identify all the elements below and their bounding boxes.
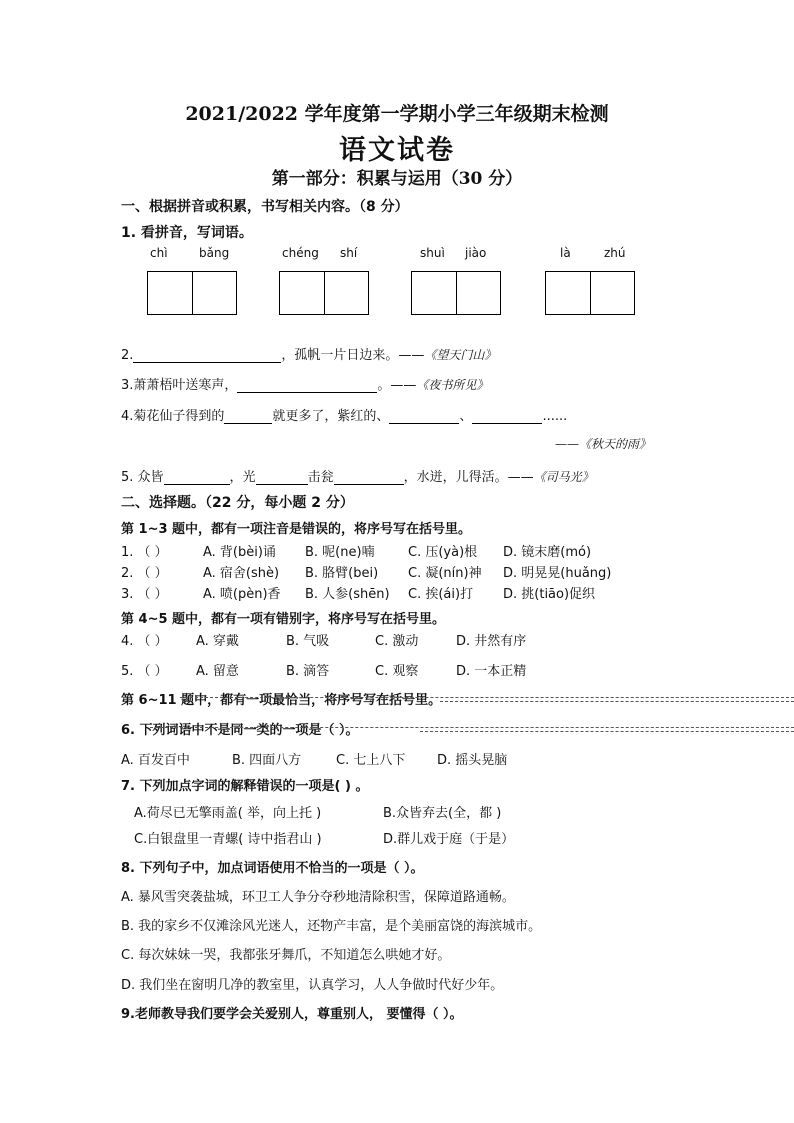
answer-box-4[interactable] [545, 271, 635, 315]
q4-line [121, 405, 567, 424]
answer-box-3[interactable] [411, 271, 501, 315]
q5-pre: 5. 众皆 [121, 470, 164, 485]
pinyin-3b: jiào [465, 246, 487, 260]
answer-box-2[interactable] [279, 271, 369, 315]
q5-source: 《司马光》 [533, 470, 594, 484]
q1-title: 1. 看拼音，写词语。 [121, 225, 253, 241]
q5-line [121, 466, 594, 485]
dashed-rule-1 [180, 697, 794, 698]
q8-C: C. 每次妹妹一哭，我都张牙舞爪，不知道怎么哄她才好。 [121, 948, 451, 963]
q7-B: B.众皆弃去(全，都 ) [383, 806, 502, 821]
choice-row-4 [121, 630, 168, 649]
q2-line [121, 344, 496, 363]
q8-B: B. 我的家乡不仅滩涂风光迷人，还物产丰富，是个美丽富饶的海滨城市。 [121, 919, 542, 934]
choice-2-C: C. 凝(nín)神 [408, 566, 482, 581]
q2-source: 《望天门山》 [424, 348, 497, 362]
choice-3-C: C. 挨(ái)打 [408, 587, 474, 602]
answer-box-1[interactable] [147, 271, 237, 315]
q3-post: 。—— [377, 378, 417, 393]
q2-blank[interactable] [133, 348, 281, 363]
choice-num: 3. [121, 587, 134, 602]
choice-4-D: D. 井然有序 [456, 634, 527, 649]
q4-blank-2[interactable] [389, 409, 459, 424]
part-title: 第一部分：积累与运用（30 分） [271, 169, 523, 189]
answer-paren[interactable]: （ ） [137, 587, 168, 602]
dashed-rule-4 [420, 731, 794, 732]
q5-blank-2[interactable] [256, 470, 308, 485]
choice-1-C: C. 压(yà)根 [408, 545, 478, 560]
q4-source: ——《秋天的雨》 [555, 437, 652, 451]
choice-2-A: A. 宿舍(shè) [203, 566, 280, 581]
dashed-rule-3 [150, 727, 794, 728]
choice-num: 4. [121, 634, 134, 649]
choice-5-C: C. 观察 [375, 664, 419, 679]
q3-source: 《夜书所见》 [416, 378, 489, 392]
choice-3-A: A. 喷(pèn)香 [203, 587, 281, 602]
answer-paren[interactable]: （ ） [137, 634, 168, 649]
q4-blank-1[interactable] [224, 409, 272, 424]
q4-end: ...... [542, 409, 568, 424]
q5-blank-3[interactable] [334, 470, 404, 485]
q8-A: A. 暴风雪突袭盐城，环卫工人争分夺秒地清除积雪，保障道路通畅。 [121, 890, 515, 905]
section2-heading: 二、选择题。（22 分，每小题 2 分） [121, 495, 354, 511]
q5-c: ，水迸，儿得活。—— [403, 470, 534, 485]
section1-heading: 一、根据拼音或积累，书写相关内容。（8 分） [121, 199, 409, 215]
pinyin-4b: zhú [604, 246, 626, 260]
q5-a: ，光 [229, 470, 256, 485]
q3-pre: 3.萧萧梧叶送寒声， [121, 378, 238, 393]
choice-4-B: B. 气吸 [286, 634, 330, 649]
choice-num: 2. [121, 566, 134, 581]
q5-blank-1[interactable] [164, 470, 230, 485]
q3-line [121, 374, 488, 393]
choice-5-D: D. 一本正精 [456, 664, 527, 679]
choice-5-A: A. 留意 [196, 664, 239, 679]
pinyin-4a: là [560, 246, 571, 260]
choice-row-2 [121, 562, 168, 581]
pinyin-1b: bǎng [199, 246, 230, 260]
q7-C: C.白银盘里一青螺( 诗中指君山 ) [134, 832, 322, 847]
q8-D: D. 我们坐在窗明几净的教室里，认真学习，人人争做时代好少年。 [121, 978, 504, 993]
answer-paren[interactable]: （ ） [137, 545, 168, 560]
q4-pre: 4.菊花仙子得到的 [121, 409, 225, 424]
q6-C: C. 七上八下 [336, 753, 406, 768]
q9-text: 9.老师教导我们要学会关爱别人，尊重别人， 要懂得（ ）。 [121, 1007, 463, 1022]
exam-title: 2021/2022 学年度第一学期小学三年级期末检测 [185, 103, 609, 125]
choice-row-3 [121, 583, 168, 602]
q5-b: 击瓮 [307, 470, 334, 485]
pinyin-2a: chéng [282, 246, 319, 260]
q3-blank[interactable] [237, 378, 377, 393]
answer-paren[interactable]: （ ） [137, 664, 168, 679]
q2-num: 2. [121, 348, 134, 363]
choice-4-A: A. 穿戴 [196, 634, 239, 649]
q7-D: D.群儿戏于庭（于是） [383, 832, 515, 847]
choice-5-B: B. 滴答 [286, 664, 330, 679]
q6-A: A. 百发百中 [121, 753, 190, 768]
pinyin-3a: shuì [420, 246, 445, 260]
q6-text: 6. 下列词语中不是同一类的一项是（ ）。 [121, 723, 359, 738]
choice-3-B: B. 人参(shēn) [305, 587, 390, 602]
q4-mid: 就更多了，紫红的、 [272, 409, 390, 424]
choice-2-B: B. 胳臂(bei) [305, 566, 379, 581]
dashed-rule-2 [440, 701, 794, 702]
q4-blank-3[interactable] [472, 409, 542, 424]
q7-A: A.荷尽已无擎雨盖( 举，向上托 ) [134, 806, 322, 821]
q6-B: B. 四面八方 [232, 753, 302, 768]
choice-row-5 [121, 660, 168, 679]
choice-num: 1. [121, 545, 134, 560]
choice-3-D: D. 挑(tiāo)促织 [503, 587, 596, 602]
choice-1-A: A. 背(bèi)诵 [203, 545, 276, 560]
instr-1-3: 第 1~3 题中，都有一项注音是错误的，将序号写在括号里。 [121, 522, 472, 537]
pinyin-1a: chì [150, 246, 168, 260]
pinyin-2b: shí [340, 246, 358, 260]
choice-num: 5. [121, 664, 134, 679]
q6-D: D. 摇头晃脑 [437, 753, 508, 768]
choice-row-1 [121, 541, 168, 560]
subject-title: 语文试卷 [339, 135, 455, 166]
answer-paren[interactable]: （ ） [137, 566, 168, 581]
choice-4-C: C. 激动 [375, 634, 419, 649]
choice-2-D: D. 明晃晃(huǎng) [503, 566, 612, 581]
q2-text: ，孤帆一片日边来。—— [281, 348, 425, 363]
instr-4-5: 第 4~5 题中，都有一项有错别字，将序号写在括号里。 [121, 612, 446, 627]
instr-6-11: 第 6~11 题中，都有一项最恰当，将序号写在括号里。 [121, 693, 442, 708]
q8-text: 8. 下列句子中，加点词语使用不恰当的一项是（ ）。 [121, 861, 424, 876]
choice-1-D: D. 镜末磨(mó) [503, 545, 592, 560]
choice-1-B: B. 呢(ne)喃 [305, 545, 375, 560]
q4-sep: 、 [459, 409, 473, 424]
q7-text: 7. 下列加点字词的解释错误的一项是( ) 。 [121, 779, 369, 794]
